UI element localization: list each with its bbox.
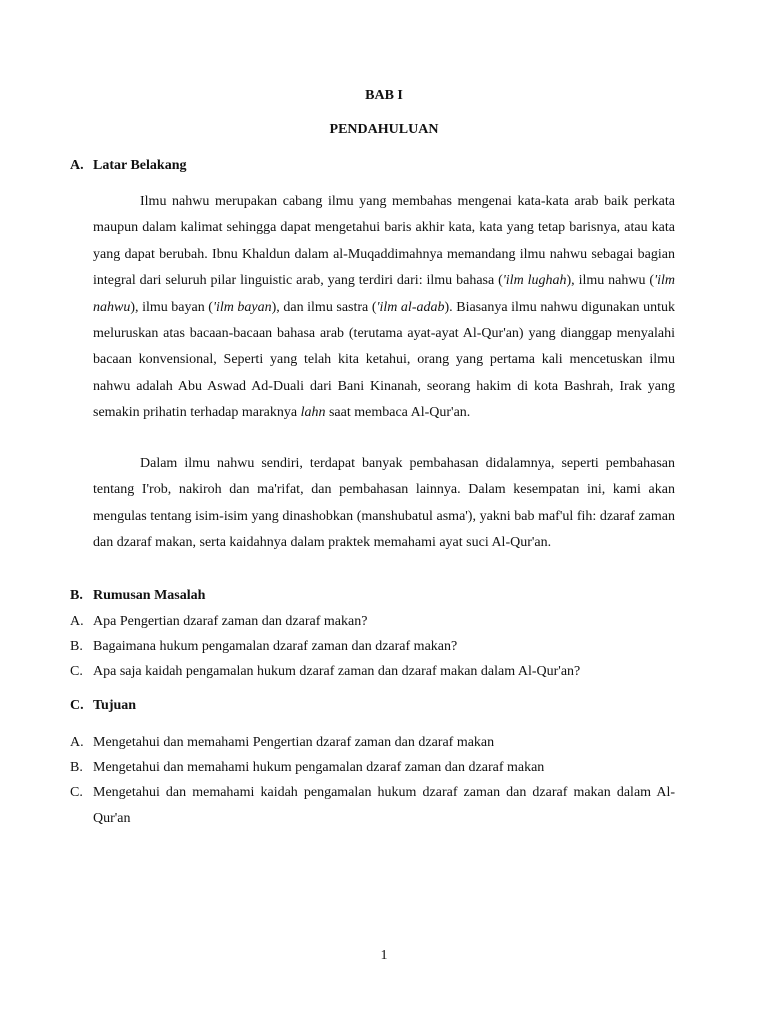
section-a-heading: [70, 158, 186, 174]
list-marker: A.: [70, 735, 84, 750]
background-paragraph-2: Dalam ilmu nahwu sendiri, terdapat banyak pembahasan didalamnya, seperti pembahasan tentang I'rob, nakiroh dan ma'rifat, dan pembahasan lainnya. Dalam kesempatan ini, kami akan mengulas tentang isim-isim yang dinashobkan (manshubatul asma'), yakni bab maf'ul fih: dzaraf zaman dan dzaraf makan, serta kaidahnya dalam praktek memahami ayat suci Al-Qur'an.: [93, 456, 675, 551]
list-item-text: Bagaimana hukum pengamalan dzaraf zaman dan dzaraf makan?: [93, 639, 458, 654]
list-item-text: Apa Pengertian dzaraf zaman dan dzaraf makan?: [93, 614, 368, 629]
background-paragraph-1: Ilmu nahwu merupakan cabang ilmu yang membahas mengenai kata-kata arab baik perkata maupun dalam kalimat sehingga dapat mengetahui baris akhir kata, kata yang tetap barisnya, atau kata yang dapat berubah. Ibnu Khaldun dalam al-Muqaddimahnya memandang ilmu nahwu sebagai bagian integral dari seluruh pilar linguistic arab, yang terdiri dari: ilmu bahasa ('ilm lughah), ilmu nahwu ('ilm nahwu), ilmu bayan ('ilm bayan), dan ilmu sastra ('ilm al-adab). Biasanya ilmu nahwu digunakan untuk meluruskan atas bacaan-bacaan bahasa arab (terutama ayat-ayat Al-Qur'an) yang dianggap menyalahi bacaan konvensional, Seperti yang telah kita ketahui, orang yang pertama kali mencetuskan ilmu nahwu adalah Abu Aswad Ad-Duali dari Bani Kinanah, seorang hakim di kota Bashrah, Irak yang semakin prihatin terhadap maraknya lahn saat membaca Al-Qur'an.: [93, 194, 676, 421]
italic-term: 'ilm al-adab: [376, 299, 445, 315]
list-marker: B.: [70, 760, 83, 775]
chapter-title: PENDAHULUAN: [329, 122, 439, 137]
list-item-text: Mengetahui dan memahami hukum pengamalan dzaraf zaman dan dzaraf makan: [93, 760, 545, 775]
section-c-letter: C.: [70, 698, 84, 713]
section-a-letter: A.: [70, 158, 84, 173]
section-b-heading: [70, 588, 205, 604]
objective-item: [70, 780, 675, 832]
list-marker: A.: [70, 614, 84, 629]
list-marker: C.: [70, 664, 83, 679]
italic-term: 'ilm bayan: [212, 299, 272, 315]
list-item-text: Mengetahui dan memahami kaidah pengamalan hukum dzaraf zaman dan dzaraf makan dalam Al-Qur'an: [93, 785, 675, 826]
list-item-text: Mengetahui dan memahami Pengertian dzaraf zaman dan dzaraf makan: [93, 735, 495, 750]
problem-item: [70, 659, 675, 685]
section-a-title: Latar Belakang: [93, 158, 187, 173]
page-number: 1: [380, 948, 388, 963]
section-c-heading: [70, 698, 136, 714]
section-c-title: Tujuan: [93, 698, 137, 713]
italic-term: 'ilm nahwu: [93, 273, 675, 315]
italic-term: lahn: [300, 405, 326, 421]
list-marker: B.: [70, 639, 83, 654]
objective-item: [70, 755, 675, 781]
objective-item: [70, 730, 675, 756]
italic-term: 'ilm lughah: [502, 273, 567, 289]
list-item-text: Apa saja kaidah pengamalan hukum dzaraf zaman dan dzaraf makan dalam Al-Qur'an?: [93, 664, 581, 679]
list-marker: C.: [70, 785, 83, 800]
chapter-heading: BAB I: [365, 88, 403, 103]
section-b-letter: B.: [70, 588, 83, 603]
problem-item: [70, 634, 675, 660]
problem-item: [70, 609, 675, 635]
section-b-title: Rumusan Masalah: [93, 588, 206, 603]
